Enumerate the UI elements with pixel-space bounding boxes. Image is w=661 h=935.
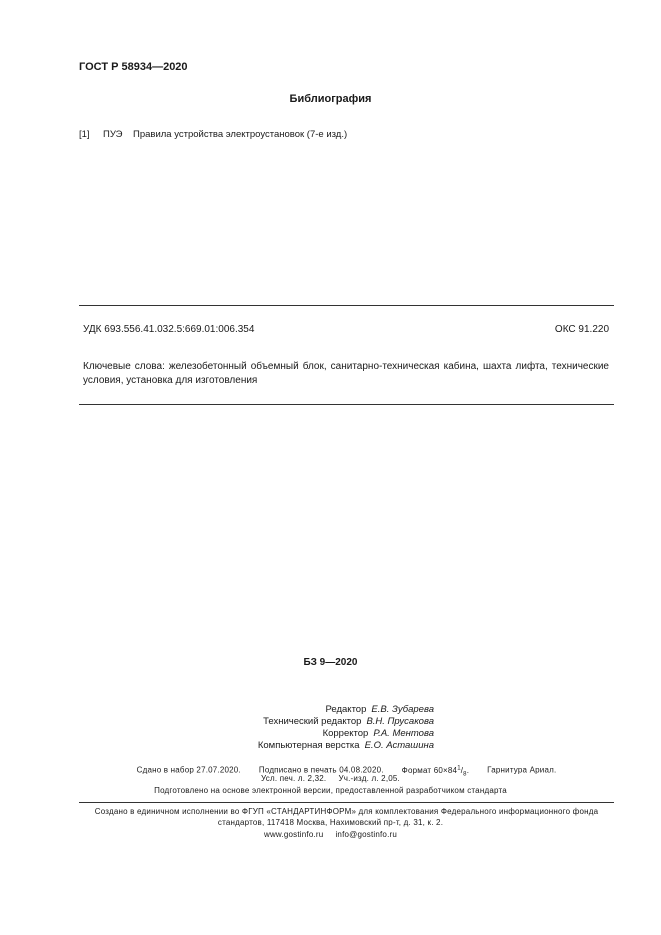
staff-editor — [200, 704, 434, 715]
footer-line-1: Создано в единичном исполнении во ФГУП «СТАНДАРТИНФОРМ» для комплектования Федерального информационного фонда — [94, 807, 599, 816]
print-sheets: Усл. печ. л. 2,32. Уч.-изд. л. 2,05. — [261, 774, 400, 783]
entry-text: Правила устройства электроустановок (7-е изд.) — [133, 129, 348, 140]
prepared-note: Подготовлено на основе электронной версии, предоставленной разработчиком стандарта — [154, 786, 507, 795]
bibliography-entry — [79, 129, 347, 140]
footer-line-2: стандартов, 117418 Москва, Нахимовский пр-т, д. 31, к. 2. — [217, 818, 444, 827]
udk-code: УДК 693.556.41.032.5:669.01:006.354 — [83, 324, 255, 335]
staff-tech-editor — [200, 716, 434, 727]
staff-name: Е.В. Зубарева — [371, 704, 434, 715]
entry-abbreviation: ПУЭ — [103, 129, 123, 140]
staff-proofreader — [200, 728, 434, 739]
staff-name: В.Н. Прусакова — [366, 716, 434, 727]
divider-top — [79, 305, 614, 306]
footer-contacts — [0, 830, 661, 839]
website-link[interactable]: www.gostinfo.ru — [263, 830, 324, 839]
staff-role: Технический редактор — [263, 716, 362, 727]
staff-name: Р.А. Ментова — [373, 728, 434, 739]
print-format: Формат $60\times 84^1/_8$. — [401, 765, 470, 778]
bz-number: БЗ 9—2020 — [303, 657, 358, 668]
entry-number: [1] — [79, 129, 90, 140]
staff-name: Е.О. Асташина — [364, 740, 434, 751]
divider-footer — [79, 802, 614, 803]
bibliography-title: Библиография — [289, 93, 372, 105]
staff-layout — [200, 740, 434, 751]
email-link[interactable]: info@gostinfo.ru — [335, 830, 398, 839]
typeface: Гарнитура Ариал. — [487, 765, 557, 775]
staff-role: Редактор — [325, 704, 367, 715]
staff-role: Компьютерная верстка — [257, 740, 360, 751]
divider-bottom — [79, 404, 614, 405]
signed-date: Подписано в печать 04.08.2020. — [258, 765, 384, 775]
document-code: ГОСТ Р 58934—2020 — [79, 61, 188, 73]
staff-role: Корректор — [322, 728, 369, 739]
oks-code: ОКС 91.220 — [554, 324, 609, 335]
submitted-date: Сдано в набор 27.07.2020. — [136, 765, 241, 775]
keywords: Ключевые слова: железобетонный объемный блок, санитарно-техническая кабина, шахта лифта, технические условия, установка для изготовления — [83, 361, 609, 386]
